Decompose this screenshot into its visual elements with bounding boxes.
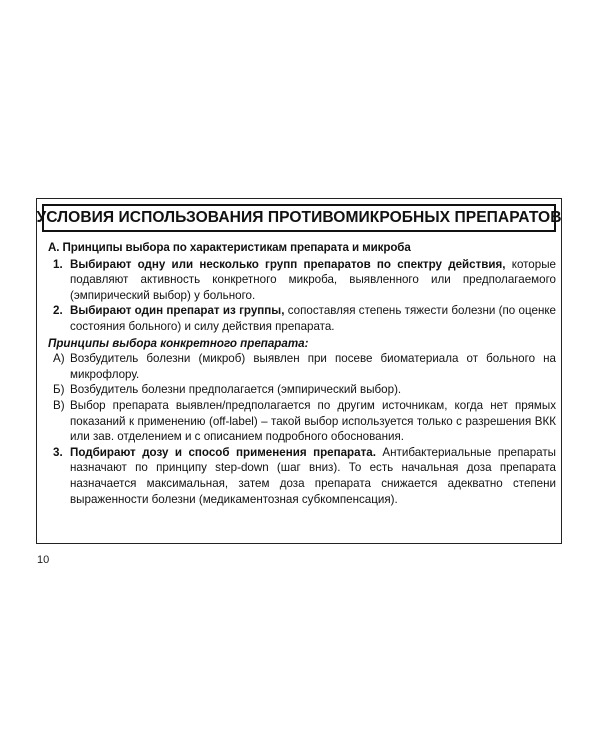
list-item-text: Выбор препарата выявлен/предполагается по другим источникам, когда нет прямых показаний к применению (off-label) – такой выбор используется только с разрешения ВКК или зав. отделением и с описанием подробного обоснования. — [70, 398, 556, 444]
list-marker: 2. — [53, 304, 63, 318]
list-item-body — [70, 445, 556, 507]
list-item — [48, 351, 556, 382]
list-item-bold: Подбирают дозу и способ применения препарата. — [70, 445, 376, 459]
list-marker: 3. — [53, 445, 63, 459]
list-marker: В) — [53, 398, 65, 412]
list-item — [48, 382, 556, 398]
list-item-text: которые подавляют активность конкретного микроба, выявленного или предполагаемого (эмпирический выбор) у больного. — [70, 257, 556, 302]
list-item — [48, 257, 556, 304]
section-a-heading: А. Принципы выбора по характеристикам препарата и микроба — [48, 241, 411, 254]
list-item-text: Антибактериальные препараты назначают по принципу step-down (шаг вниз). То есть начальная доза препарата назначается максимальная, затем доза препарата снижается адекватно степени выраженности болезни (медикаментозная субкомпенсация). — [70, 445, 556, 506]
page-number: 10 — [37, 554, 50, 566]
content-body — [48, 240, 556, 507]
list-item-bold: Выбирают одну или несколько групп препаратов по спектру действия, — [70, 257, 506, 271]
list-marker: А) — [53, 352, 65, 366]
list-item — [48, 303, 556, 334]
title-box — [36, 204, 562, 232]
specific-choice-heading: Принципы выбора конкретного препарата: — [48, 336, 309, 350]
list-item-text: сопоставляя степень тяжести болезни (по оценке состояния больного) и силу действия препарата. — [70, 304, 556, 333]
page-title: УСЛОВИЯ ИСПОЛЬЗОВАНИЯ ПРОТИВОМИКРОБНЫХ ПРЕПАРАТОВ — [36, 209, 562, 226]
list-marker: 1. — [53, 257, 63, 271]
list-item — [48, 445, 556, 507]
list-item-text: Возбудитель болезни предполагается (эмпирический выбор). — [70, 383, 402, 397]
list-marker: Б) — [53, 383, 65, 397]
list-item-bold: Выбирают один препарат из группы, — [70, 304, 285, 318]
list-item-body — [70, 303, 556, 334]
list-item-body — [70, 257, 556, 304]
list-item — [48, 398, 556, 445]
list-item-text: Возбудитель болезни (микроб) выявлен при посеве биоматериала от больного на микрофлору. — [70, 352, 556, 381]
